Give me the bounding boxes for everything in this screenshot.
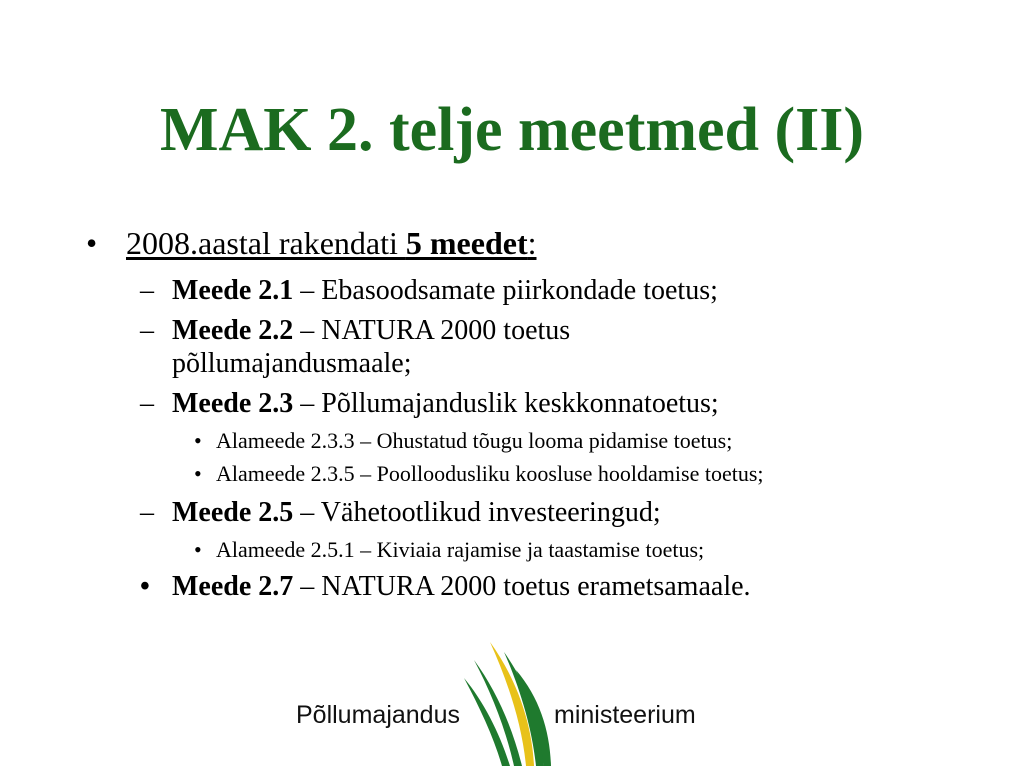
list-item-text xyxy=(172,570,751,603)
intro-text-plain: 2008.aastal rakendati xyxy=(126,225,406,261)
dash-marker: – xyxy=(140,275,154,306)
logo-text-left: Põllumajandus xyxy=(296,701,460,729)
measure-description: – Põllumajanduslik keskkonnatoetus; xyxy=(293,388,719,419)
dash-marker: – xyxy=(140,315,154,346)
bullet-marker: • xyxy=(140,571,150,602)
sub-measure-text: Alameede 2.3.5 – Poolloodusliku koosluse hooldamise toetus; xyxy=(216,461,764,486)
intro-text xyxy=(126,225,537,261)
dash-marker: – xyxy=(140,497,154,528)
intro-bullet xyxy=(86,225,986,265)
intro-text-bold: 5 meedet xyxy=(405,225,528,261)
sub-measure-text: Alameede 2.3.3 – Ohustatud tõugu looma pidamise toetus; xyxy=(216,428,733,453)
measure-description-line2: põllumajandusmaale; xyxy=(172,348,412,379)
measure-description: – NATURA 2000 toetus xyxy=(293,315,571,346)
list-item-text xyxy=(172,496,661,529)
measure-label: Meede 2.5 xyxy=(172,497,294,528)
dash-marker: – xyxy=(140,388,154,419)
measure-label: Meede 2.7 xyxy=(172,571,294,602)
bullet-marker: • xyxy=(86,225,98,261)
ministry-logo xyxy=(296,638,716,768)
bullet-marker: • xyxy=(194,428,202,453)
intro-text-colon: : xyxy=(527,225,537,261)
list-item-text xyxy=(172,314,570,347)
bullet-marker: • xyxy=(194,537,202,562)
measure-description: – Ebasoodsamate piirkondade toetus; xyxy=(293,275,718,306)
grain-emblem-icon xyxy=(454,638,554,768)
bullet-marker: • xyxy=(194,461,202,486)
measure-label: Meede 2.1 xyxy=(172,275,294,306)
list-item-meede-2-2 xyxy=(140,314,1000,384)
measure-label: Meede 2.2 xyxy=(172,315,294,346)
list-item-text xyxy=(172,274,718,307)
slide-title: MAK 2. telje meetmed (II) xyxy=(159,96,865,164)
measure-description: – Vähetootlikud investeeringud; xyxy=(293,497,661,528)
logo-text-right: ministeerium xyxy=(554,701,696,729)
sub-measure-text: Alameede 2.5.1 – Kiviaia rajamise ja taastamise toetus; xyxy=(216,537,705,562)
measure-description: – NATURA 2000 toetus erametsamaale. xyxy=(293,571,751,602)
measure-label: Meede 2.3 xyxy=(172,388,294,419)
list-item-text xyxy=(172,387,719,420)
